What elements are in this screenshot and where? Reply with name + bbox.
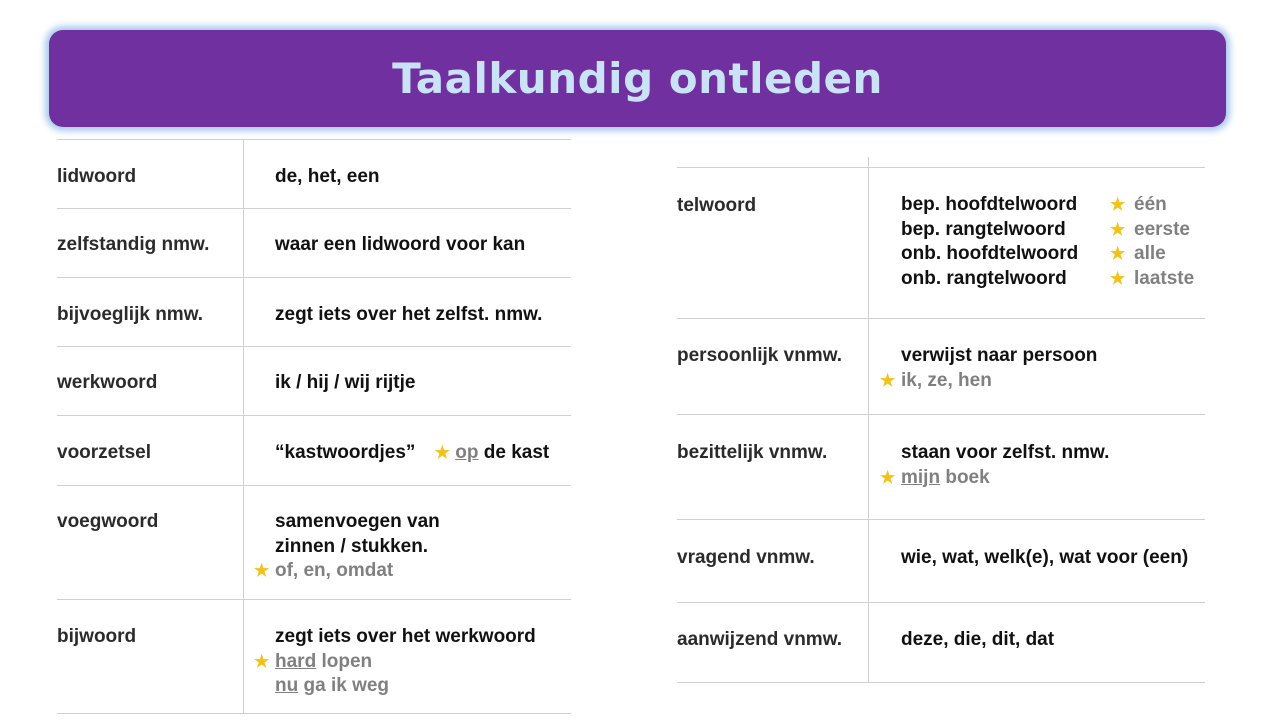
table-row-lidwoord	[57, 139, 571, 208]
term: bijwoord	[57, 626, 137, 647]
definition: de, het, een	[275, 166, 380, 187]
term: aanwijzend vnmw.	[677, 629, 843, 650]
table-row-bezittelijk-vnmw	[677, 414, 1205, 519]
table-row-voorzetsel	[57, 415, 571, 485]
table-row-persoonlijk-vnmw	[677, 318, 1205, 414]
term: persoonlijk vnmw.	[677, 345, 843, 366]
definition: samenvoegen van zinnen / stukken. ★ of, en, omdat	[275, 510, 440, 584]
star-icon: ★	[1110, 219, 1126, 239]
term: werkwoord	[57, 372, 158, 393]
definition: zegt iets over het zelfst. nmw.	[275, 304, 543, 325]
right-table	[677, 167, 1205, 683]
table-row-bijwoord	[57, 599, 571, 714]
definition: verwijst naar persoon ★ ik, ze, hen	[901, 344, 1097, 393]
definition: ik / hij / wij rijtje	[275, 372, 416, 393]
star-icon: ★	[1110, 268, 1126, 288]
term: telwoord	[677, 195, 757, 216]
star-icon: ★	[880, 370, 896, 390]
table-row-zelfstandig-nmw	[57, 208, 571, 277]
definition: bep. hoofdtelwoord ★ één bep. rangtelwoord ★ eerste onb. hoofdtelwoord ★ alle onb. rangtelwoord ★ laatste	[901, 193, 1078, 291]
definition: deze, die, dit, dat	[901, 629, 1055, 650]
table-row-telwoord	[677, 167, 1205, 318]
star-icon: ★	[1110, 195, 1126, 214]
term: bijvoeglijk nmw.	[57, 304, 204, 325]
definition: “kastwoordjes” ★ op de kast	[275, 442, 550, 463]
star-icon: ★	[880, 467, 896, 487]
table-row-voegwoord	[57, 485, 571, 599]
star-icon: ★	[1110, 244, 1126, 263]
table-row-vragend-vnmw	[677, 519, 1205, 602]
table-row-werkwoord	[57, 346, 571, 415]
term: voorzetsel	[57, 442, 151, 463]
term: bezittelijk vnmw.	[677, 442, 828, 463]
left-table	[57, 139, 571, 714]
star-icon: ★	[434, 443, 450, 462]
definition: zegt iets over het werkwoord ★ hard lopen nu ga ik weg	[254, 626, 536, 696]
term: voegwoord	[57, 511, 159, 532]
table-row-bijvoeglijk-nmw	[57, 277, 571, 346]
definition: wie, wat, welk(e), wat voor (een)	[901, 547, 1189, 568]
star-icon: ★	[254, 651, 270, 671]
page-title: Taalkundig ontleden	[392, 54, 883, 103]
title-banner	[49, 30, 1226, 127]
table-row-aanwijzend-vnmw	[677, 602, 1205, 683]
star-icon: ★	[254, 561, 270, 580]
definition: waar een lidwoord voor kan	[275, 234, 526, 255]
column-divider-top	[868, 157, 869, 167]
definition: staan voor zelfst. nmw. ★ mijn boek	[901, 441, 1109, 490]
term: zelfstandig nmw.	[57, 234, 210, 255]
term: vragend vnmw.	[677, 547, 815, 568]
term: lidwoord	[57, 166, 137, 187]
